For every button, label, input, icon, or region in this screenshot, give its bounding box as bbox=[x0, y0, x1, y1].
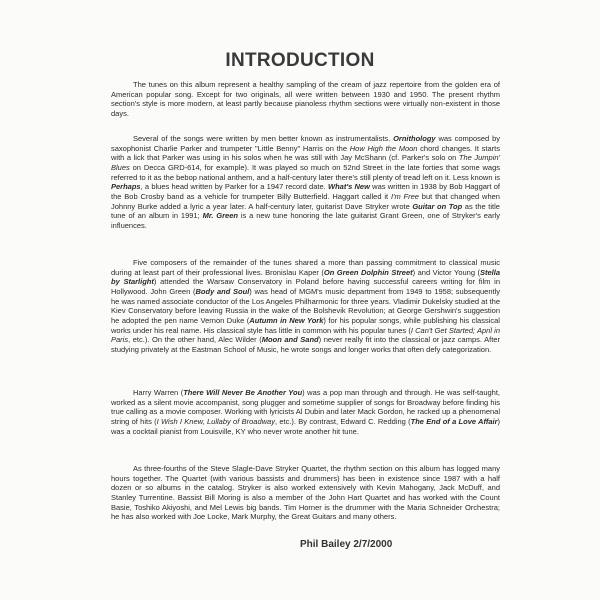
text-run: Five composers of the remainder of the tunes shared a more than passing commitment to classical music during at least part of their professional lives. Bronislau Kaper ( bbox=[111, 258, 500, 277]
text-run: ) for his popular songs, while publishing his classical works under his real name. His classical style has little in common with his popular tunes ( bbox=[111, 315, 500, 335]
song-title: I'm Free bbox=[390, 191, 419, 201]
song-title: Stella by Starlight bbox=[111, 267, 501, 287]
song-title: I Can't Get Started; April in Paris bbox=[111, 325, 500, 345]
text-run: , etc.). On the other hand, Alec Wilder ( bbox=[128, 335, 262, 345]
song-title: What's New bbox=[327, 182, 370, 192]
text-run: as the title tune of an album in 1991; bbox=[111, 201, 500, 221]
text-run: Harry Warren ( bbox=[133, 388, 184, 397]
song-title: Ornithology bbox=[393, 134, 436, 143]
song-title: Moon and Sand bbox=[261, 335, 319, 345]
text-run: , etc.). By contrast, Edward C. Redding ( bbox=[274, 416, 411, 426]
song-title: Perhaps bbox=[111, 182, 141, 192]
paragraph-5 bbox=[111, 464, 500, 522]
text-run: The tunes on this album represent a healthy sampling of the cream of jazz repertoire from the golden era of American popular song. Except for two originals, all were written between 1930 and 1950. The present rhythm section's style is more modern, at least partly because pianoless rhythm sections were virtually non-existent in those days. bbox=[111, 80, 500, 118]
text-run: ) was head of MGM's music department from 1949 to 1958; subsequently he was named associate conductor of the Los Angeles Philharmonic for three years. Vladimir Dukelsky studied at the Kiev Conservatory before leaving Russia in the wake of the Bolshevik Revolution; at George Gershwin's suggestion he adopted the pen name Vernon Duke ( bbox=[111, 286, 501, 325]
paragraph-4 bbox=[111, 388, 500, 436]
text-run: ) was a cocktail pianist from Louisville, KY who never wrote another hit tune. bbox=[111, 416, 500, 436]
song-title: I Wish I Knew, Lullaby of Broadway bbox=[156, 416, 275, 426]
song-title: Mr. Green bbox=[202, 211, 238, 221]
song-title: How High the Moon bbox=[349, 143, 418, 153]
paragraph-2 bbox=[111, 134, 500, 231]
text-run: but that changed when Johnny Burke added a lyric a year later. A half-century later, guitarist Dave Stryker wrote bbox=[111, 191, 500, 211]
text-run: , a blues head written by Parker for a 1947 record date. bbox=[140, 182, 328, 192]
paragraph-3 bbox=[111, 258, 500, 355]
text-run: As three-fourths of the Steve Slagle-Dave Stryker Quartet, the rhythm section on this album has logged many hours together. The Quartet (with various bassists and drummers) has been in existence since 1987 with a half dozen or so albums in the catalog. Stryker is also worked extensively with Kevin Mahogany, Jack McDuff, and Stanley Turrentine. Bassist Bill Moring is also a member of the John Hart Quartet and has worked with the Count Basie, Toshiko Akiyoshi, and Mel Lewis big bands. Tim Horner is the drummer with the Maria Schneider Orchestra; he has also worked with Joe Locke, Mark Murphy, the Great Guitars and many others. bbox=[111, 464, 500, 522]
text-run: ) was a pop man through and through. He was self-taught, worked as a silent movie accompanist, song plugger and sometime supplier of songs for Broadway before finding his true calling as a movie composer. Working with lyricists Al Dubin and later Mack Gordon, he racked up a phenomenal string of hits ( bbox=[111, 388, 500, 426]
text-run: is a new tune honoring the late guitarist Grant Green, one of Stryker's early influences. bbox=[111, 211, 500, 230]
song-title: The Jumpin' Blues bbox=[111, 153, 500, 172]
text-run: was written in 1938 by Bob Haggart of the Bob Crosby band as a vehicle for trumpeter Billy Butterfield. Haggart called it bbox=[111, 182, 500, 201]
text-run: was composed by saxophonist Charlie Parker and trumpeter "Little Benny" Harris on the bbox=[111, 134, 500, 153]
page-title: INTRODUCTION bbox=[225, 50, 375, 71]
paragraph-1 bbox=[111, 80, 500, 119]
song-title: Body and Soul bbox=[195, 286, 250, 296]
text-run: on Decca GRD-614, for example). It was played so much on 52nd Street in the late forties that some wags referred to it as the bebop national anthem, and a half-century later there's still plenty of tread left on it. Less known is bbox=[111, 162, 500, 182]
song-title: The End of a Love Affair bbox=[410, 416, 498, 426]
text-run: ) attended the Warsaw Conservatory in Poland before having successful careers writing for film in Hollywood. John Green ( bbox=[111, 277, 500, 296]
song-title: There Will Never Be Another You bbox=[183, 388, 303, 397]
song-title: On Green Dolphin Street bbox=[323, 267, 413, 277]
text-run: chord changes. It starts with a lick that Parker was using in his solos when he was still with Jay McShann (cf. Parker's solo on bbox=[111, 143, 500, 163]
song-title: Autumn in New York bbox=[249, 315, 324, 325]
text-run: ) never really fit into the classical or jazz camps. After studying privately at the Eastman School of Music, he wrote songs and longer works that often defy categorization. bbox=[111, 335, 500, 354]
song-title: Guitar on Top bbox=[412, 201, 463, 211]
text-run: Several of the songs were written by men better known as instrumentalists. bbox=[133, 134, 394, 143]
text-run: ) and Victor Young ( bbox=[412, 267, 480, 277]
signature: Phil Bailey 2/7/2000 bbox=[300, 539, 393, 550]
